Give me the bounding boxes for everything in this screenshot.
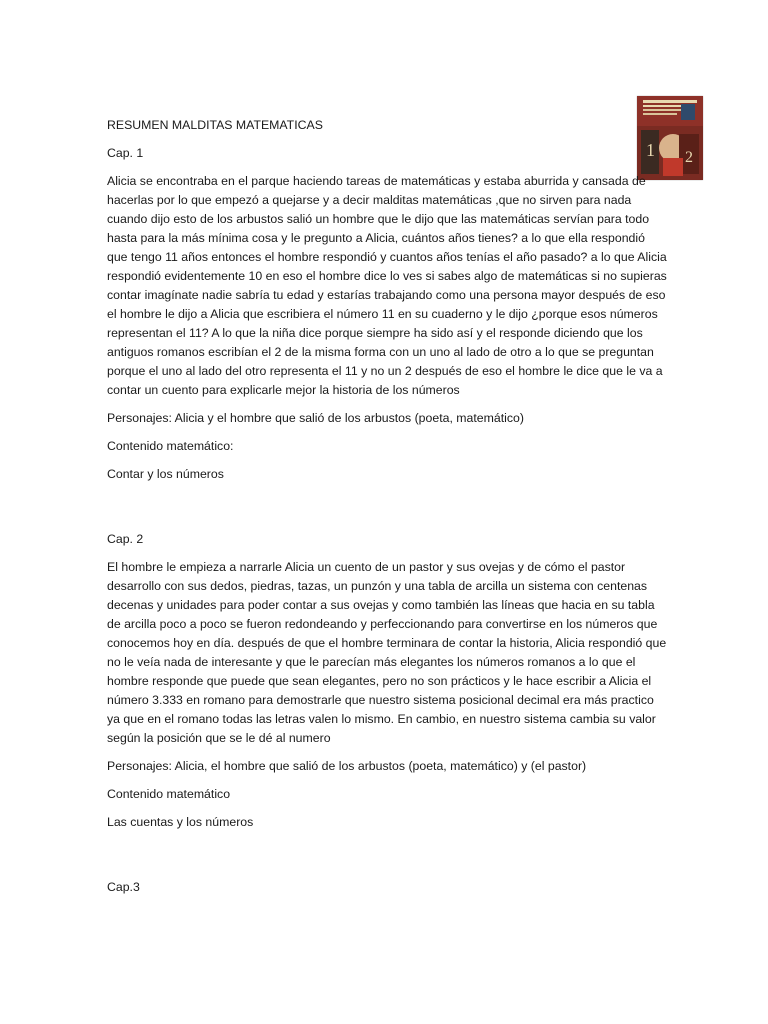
chapter-1-paragraph: Alicia se encontraba en el parque haciendo tareas de matemáticas y estaba aburrida y cansada de hacerlas por lo que empezó a quejarse y a decir malditas matemáticas ,que no sirven para nada cuando dijo esto de los arbustos salió un hombre que le dijo que las matemáticas servían para todo hasta para la más mínima cosa y le pregunto a Alicia, cuántos años tienes? a lo que ella respondió que tengo 11 años entonces el hombre respondió y cuantos años tenías el año pasado? a lo que Alicia respondió evidentemente 10 en eso el hombre dice lo ves si sabes algo de matemáticas si no supieras contar imagínate nadie sabría tu edad y estarías trabajando como una persona mayor después de eso el hombre le dijo a Alicia que escribiera el número 11 en su cuaderno y le dijo ¿porque esos números representan el 11? A lo que la niña dice porque siempre ha sido así y el responde diciendo que los antiguos romanos escribían el 2 de la misma forma con un uno al lado de otro a lo que se preguntan porque el uno al lado del otro representa el 11 y no un 2 después de eso el hombre le dice que le va a contar un cuento para explicarle mejor la historia de los números: [107, 174, 667, 397]
section-spacer: [107, 841, 667, 878]
chapter-1-personajes: Personajes: Alicia y el hombre que salió de los arbustos (poeta, matemático): [107, 411, 524, 425]
chapter-1-contenido-label: Contenido matemático:: [107, 439, 234, 453]
chapter-2-paragraph: El hombre le empieza a narrarle Alicia un cuento de un pastor y sus ovejas y de cómo el pastor desarrollo con sus dedos, piedras, tazas, un punzón y una tabla de arcilla un sistema con centenas decenas y unidades para poder contar a sus ovejas y como también las líneas que hacia en su tabla de arcilla poco a poco se fueron redondeando y perfeccionando para convertirse en los números que conocemos hoy en día. después de que el hombre terminara de contar la historia, Alicia respondió que no le veía nada de interesante y que le parecían más elegantes los números romanos a lo que el hombre responde que puede que sean elegantes, pero no son prácticos y le hace escribir a Alicia el número 3.333 en romano para demostrarle que nuestro sistema posicional decimal era más practico ya que en el romano todas las letras valen lo mismo. En cambio, en nuestro sistema cambia su valor según la posición que se le dé al numero: [107, 560, 667, 745]
chapter-2-contenido-label: Contenido matemático: [107, 787, 231, 801]
chapter-2-heading: Cap. 2: [107, 532, 144, 546]
chapter-2-personajes: Personajes: Alicia, el hombre que salió de los arbustos (poeta, matemático) y (el pastor): [107, 759, 587, 773]
svg-text:1: 1: [646, 140, 655, 160]
document-title: RESUMEN MALDITAS MATEMATICAS: [107, 118, 323, 132]
section-spacer: [107, 493, 667, 530]
chapter-2-contenido: Las cuentas y los números: [107, 815, 254, 829]
chapter-1-contenido: Contar y los números: [107, 467, 224, 481]
document-body: [107, 116, 667, 906]
chapter-3-heading: Cap.3: [107, 880, 140, 894]
chapter-1-heading: Cap. 1: [107, 146, 144, 160]
svg-text:2: 2: [685, 149, 693, 166]
